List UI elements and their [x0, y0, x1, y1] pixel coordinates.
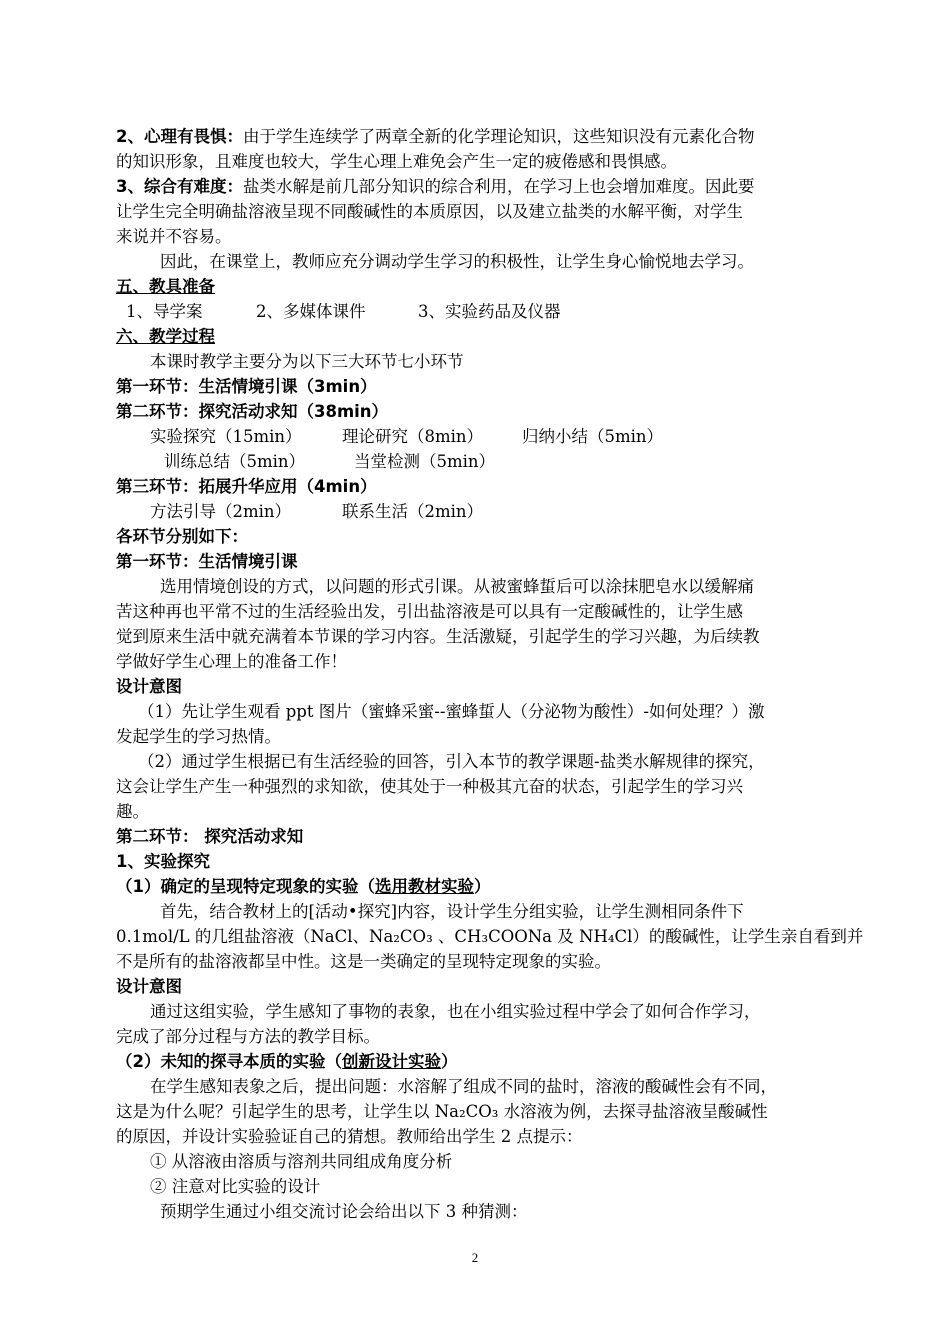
document-body [116, 124, 864, 1224]
stage-heading: 第二环节： 探究活动求知 [116, 827, 304, 846]
paragraph-line: 这会让学生产生一种强烈的求知欲，使其处于一种极其亢奋的状态，引起学生的学习兴 [116, 777, 743, 796]
paragraph-line: 学做好学生心理上的准备工作！ [116, 652, 347, 671]
sub-stage: 归纳小结（5min） [522, 427, 664, 446]
list-item: 1、导学案 [126, 302, 203, 321]
paragraph-line: 预期学生通过小组交流讨论会给出以下 3 种猜测： [160, 1202, 528, 1221]
section-title: 六、教学过程 [116, 327, 215, 346]
paragraph-line [116, 174, 836, 199]
paragraph-line: 的原因，并设计实验验证自己的猜想。教师给出学生 2 点提示： [116, 1127, 583, 1146]
paragraph-line: 完成了部分过程与方法的教学目标。 [116, 1027, 380, 1046]
paragraph-line: 让学生完全明确盐溶液呈现不同酸碱性的本质原因，以及建立盐类的水解平衡，对学生 [116, 202, 743, 221]
experiment-heading [116, 874, 836, 899]
paragraph-line: 觉到原来生活中就充满着本节课的学习内容。生活激疑，引起学生的学习兴趣，为后续教 [116, 627, 760, 646]
sub-stage-row [116, 499, 836, 524]
sub-stage: 训练总结（5min） [164, 452, 306, 471]
sub-stage: 理论研究（8min） [342, 427, 484, 446]
paragraph-line: （2）通过学生根据已有生活经验的回答，引入本节的教学课题-盐类水解规律的探究， [138, 752, 765, 771]
paragraph-line: 发起学生的学习热情。 [116, 727, 281, 746]
hint-item: ② 注意对比实验的设计 [150, 1177, 321, 1196]
subsection-heading: 1、实验探究 [116, 852, 210, 871]
point-heading: 3、综合有难度： [116, 177, 243, 196]
paragraph-text: 盐类水解是前几部分知识的综合利用，在学习上也会增加难度。因此要 [242, 177, 755, 196]
sub-stage: 联系生活（2min） [342, 502, 484, 521]
sub-stage: 实验探究（15min） [150, 427, 302, 446]
paragraph-line: 0.1mol/L 的几组盐溶液（NaCl、Na₂CO₃ 、CH₃COONa 及 NH₄Cl）的酸碱性，让学生亲自看到并 [116, 927, 864, 946]
stage-heading: 第三环节：拓展升华应用（4min） [116, 477, 377, 496]
list-item: 2、多媒体课件 [256, 302, 366, 321]
experiment-type: 选用教材实验 [374, 877, 474, 896]
paragraph-text: 由于学生连续学了两章全新的化学理论知识，这些知识没有元素化合物 [242, 127, 755, 146]
page-number: 2 [471, 1250, 479, 1265]
experiment-heading-close: ） [473, 877, 491, 896]
paragraph-line: 这是为什么呢？引起学生的思考，让学生以 Na₂CO₃ 水溶液为例，去探寻盐溶液呈酸碱性 [116, 1102, 768, 1121]
paragraph-line: 不是所有的盐溶液都呈中性。这是一类确定的呈现特定现象的实验。 [116, 952, 611, 971]
paragraph-line: 的知识形象，且难度也较大，学生心理上难免会产生一定的疲倦感和畏惧感。 [116, 152, 677, 171]
sub-stage: 方法引导（2min） [150, 502, 292, 521]
paragraph-line: 本课时教学主要分为以下三大环节七小环节 [150, 352, 464, 371]
paragraph-line: 首先，结合教材上的[活动•探究]内容，设计学生分组实验，让学生测相同条件下 [160, 902, 744, 921]
sub-stage-row [116, 424, 836, 449]
experiment-heading-text: （2）未知的探寻本质的实验（ [116, 1052, 342, 1071]
paragraph-line: 苦这种再也平常不过的生活经验出发，引出盐溶液是可以具有一定酸碱性的，让学生感 [116, 602, 743, 621]
stage-heading: 第一环节：生活情境引课（3min） [116, 377, 377, 396]
section-title: 五、教具准备 [116, 277, 215, 296]
paragraph-line [116, 124, 836, 149]
paragraph-line: 因此，在课堂上，教师应充分调动学生学习的积极性，让学生身心愉悦地去学习。 [160, 252, 754, 271]
sub-stage-row [116, 449, 836, 474]
subsection-heading: 各环节分别如下： [116, 527, 248, 546]
experiment-heading-text: （1）确定的呈现特定现象的实验（ [116, 877, 375, 896]
design-intent-heading: 设计意图 [116, 677, 182, 696]
paragraph-line: 在学生感知表象之后，提出问题：水溶解了组成不同的盐时，溶液的酸碱性会有不同， [150, 1077, 777, 1096]
stage-heading: 第一环节：生活情境引课 [116, 552, 298, 571]
paragraph-line: （1）先让学生观看 ppt 图片（蜜蜂采蜜--蜜蜂蜇人（分泌物为酸性）-如何处理？）激 [138, 702, 765, 721]
teaching-aids-list [116, 299, 836, 324]
paragraph-line: 趣。 [116, 802, 149, 821]
paragraph-line: 选用情境创设的方式，以问题的形式引课。从被蜜蜂蜇后可以涂抹肥皂水以缓解痛 [160, 577, 754, 596]
paragraph-line: 通过这组实验，学生感知了事物的表象，也在小组实验过程中学会了如何合作学习， [150, 1002, 761, 1021]
experiment-heading [116, 1049, 836, 1074]
paragraph-line: 来说并不容易。 [116, 227, 232, 246]
sub-stage: 当堂检测（5min） [354, 452, 496, 471]
stage-heading: 第二环节：探究活动求知（38min） [116, 402, 389, 421]
list-item: 3、实验药品及仪器 [418, 302, 561, 321]
hint-item: ① 从溶液由溶质与溶剂共同组成角度分析 [150, 1152, 453, 1171]
design-intent-heading: 设计意图 [116, 977, 182, 996]
experiment-type: 创新设计实验 [341, 1052, 441, 1071]
experiment-heading-close: ） [440, 1052, 458, 1071]
point-heading: 2、心理有畏惧： [116, 127, 243, 146]
